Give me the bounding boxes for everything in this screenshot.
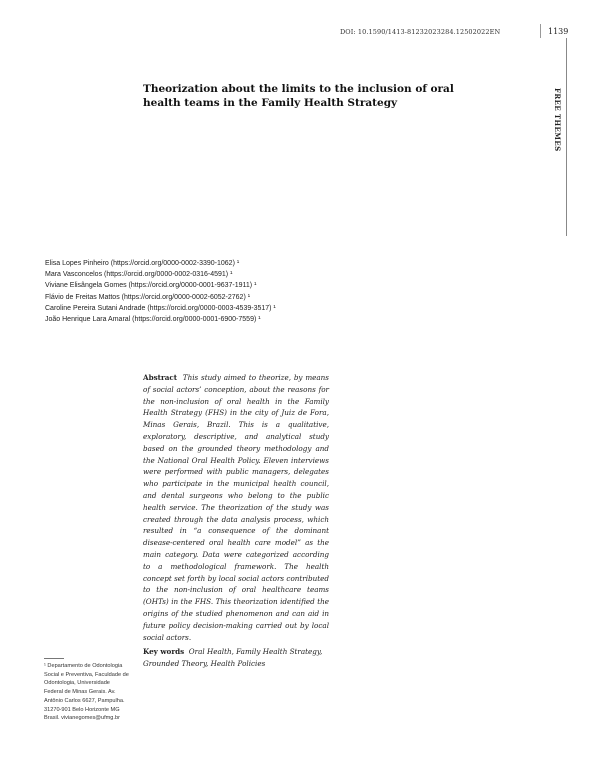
article-title: Theorization about the limits to the inclusion of oral health teams in the Family Health Strategy	[143, 83, 454, 109]
doi-text: DOI: 10.1590/1413-81232023284.12502022EN	[340, 28, 501, 36]
abstract	[143, 372, 329, 643]
header-divider	[540, 24, 541, 38]
page-number: 1139	[548, 27, 569, 36]
author-line: Caroline Pereira Sutani Andrade (https://orcid.org/0000-0003-4539-3517) ¹	[45, 304, 276, 312]
section-label: FREE THEMES	[553, 88, 562, 152]
abstract-label: Abstract	[143, 373, 178, 382]
abstract-text: This study aimed to theorize, by means of social actors’ conception, about the reasons for the non-inclusion of oral health in the Family Health Strategy (FHS) in the city of Juiz de Fora, Minas Gerais, Brazil. This is a qualitative, exploratory, descriptive, and analytical study based on the grounded theory methodology and the National Oral Health Policy. Eleven interviews were performed with public managers, delegates who participate in the municipal health council, and dental surgeons who belong to the public health service. The theorization of the study was created through the data analysis process, which resulted in “a consequence of the dominant disease-centered oral health care model” as the main category. Data were categorized according to a methodological framework. The health concept set forth by local social actors contributed to the non-inclusion of oral healthcare teams (OHTs) in the FHS. This theorization identified the origins of the studied phenomenon and can aid in future policy decision-making carried out by local social actors.	[143, 373, 329, 642]
side-divider	[566, 38, 567, 236]
author-line: João Henrique Lara Amaral (https://orcid.org/0000-0001-6900-7559) ¹	[45, 316, 261, 324]
affiliation-divider	[44, 658, 64, 659]
author-list	[45, 258, 465, 325]
keywords-label: Key words	[143, 647, 185, 656]
keywords-text: Oral Health, Family Health Strategy, Grounded Theory, Health Policies	[143, 647, 323, 668]
author-line: Flávio de Freitas Mattos (https://orcid.org/0000-0002-6052-2762) ¹	[45, 293, 251, 301]
keywords	[143, 646, 333, 670]
author-line: Mara Vasconcelos (https://orcid.org/0000-0002-0316-4591) ¹	[45, 271, 233, 279]
affiliation-note: ¹ Departamento de Odontologia Social e Preventiva, Faculdade de Odontologia, Universidade Federal de Minas Gerais. Av. Antônio Carlos 6627, Pampulha. 31270-901 Belo Horizonte MG Brasil. vivianegomes@ufmg.br	[44, 663, 129, 722]
author-line: Elisa Lopes Pinheiro (https://orcid.org/0000-0002-3390-1062) ¹	[45, 260, 240, 267]
author-line: Viviane Elisângela Gomes (https://orcid.org/0000-0001-9637-1911) ¹	[45, 282, 257, 290]
